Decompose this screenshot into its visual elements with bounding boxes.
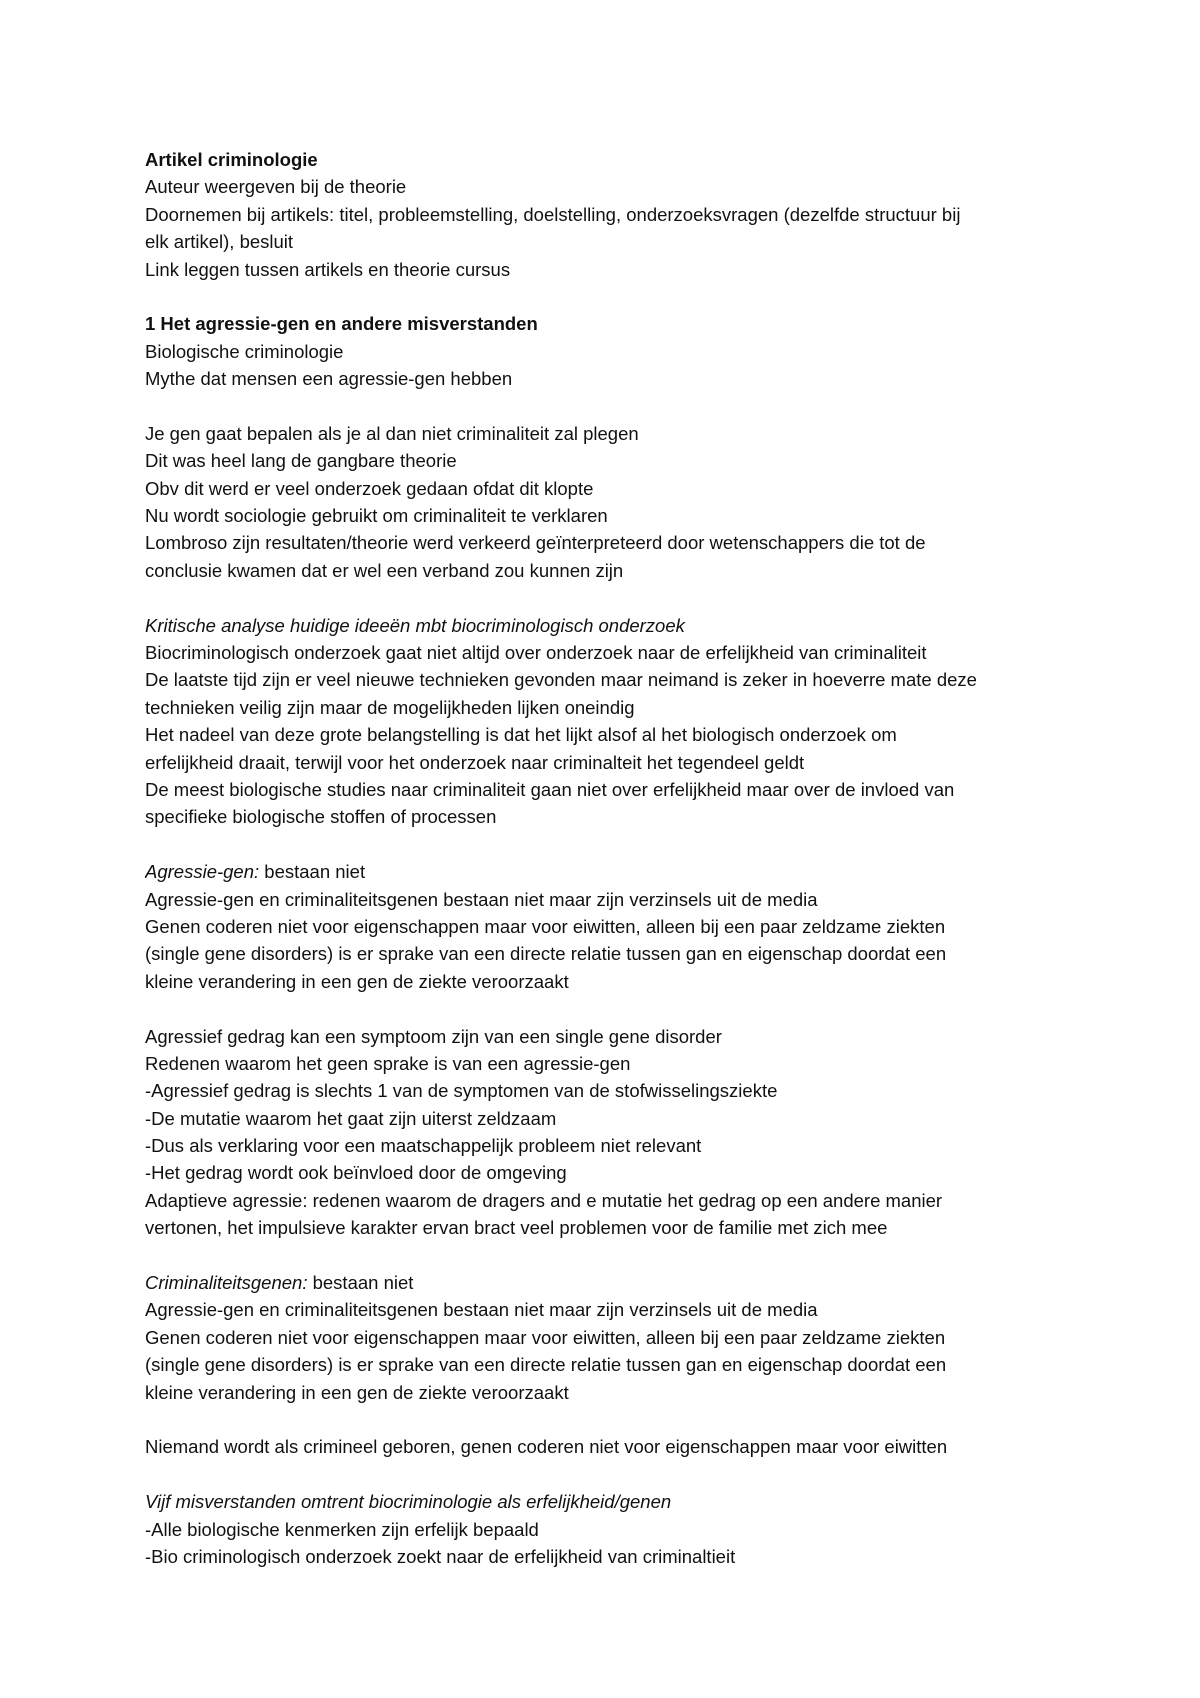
text-line: Redenen waarom het geen sprake is van een agressie-gen — [145, 1052, 631, 1074]
text-line: vertonen, het impulsieve karakter ervan bract veel problemen voor de familie met zich mee — [145, 1217, 888, 1239]
document-page — [145, 146, 1075, 1570]
list-item: -Dus als verklaring voor een maatschappelijk probleem niet relevant — [145, 1135, 702, 1157]
text-line: Het nadeel van deze grote belangstelling is dat het lijkt alsof al het biologisch onderzoek om — [145, 724, 897, 746]
text-line: kleine verandering in een gen de ziekte veroorzaakt — [145, 970, 569, 992]
blank-line — [145, 1461, 1075, 1488]
list-item: -Agressief gedrag is slechts 1 van de symptomen van de stofwisselingsziekte — [145, 1080, 778, 1102]
subsection-heading — [145, 858, 1075, 885]
text-line: elk artikel), besluit — [145, 231, 294, 253]
text-line: Lombroso zijn resultaten/theorie werd verkeerd geïnterpreteerd door wetenschappers die tot de — [145, 532, 926, 554]
text-line: De laatste tijd zijn er veel nieuwe technieken gevonden maar neimand is zeker in hoeverre mate deze — [145, 669, 977, 691]
blank-line — [145, 393, 1075, 420]
heading-term: Criminaliteitsgenen: — [145, 1272, 308, 1294]
text-line: kleine verandering in een gen de ziekte veroorzaakt — [145, 1381, 569, 1403]
list-item: -De mutatie waarom het gaat zijn uiterst zeldzaam — [145, 1107, 557, 1129]
blank-line — [145, 584, 1075, 611]
text-line: Mythe dat mensen een agressie-gen hebben — [145, 368, 513, 390]
text-line: Agressie-gen en criminaliteitsgenen bestaan niet maar zijn verzinsels uit de media — [145, 1299, 818, 1321]
text-line: Nu wordt sociologie gebruikt om criminaliteit te verklaren — [145, 505, 608, 527]
text-line: (single gene disorders) is er sprake van een directe relatie tussen gan en eigenschap doordat een — [145, 943, 947, 965]
blank-line — [145, 1406, 1075, 1433]
text-line: Adaptieve agressie: redenen waarom de dragers and e mutatie het gedrag op een andere manier — [145, 1189, 943, 1211]
list-item: -Het gedrag wordt ook beïnvloed door de omgeving — [145, 1162, 567, 1184]
text-line: Genen coderen niet voor eigenschappen maar voor eiwitten, alleen bij een paar zeldzame ziekten — [145, 1326, 946, 1348]
blank-line — [145, 831, 1075, 858]
text-line: Biocriminologisch onderzoek gaat niet altijd over onderzoek naar de erfelijkheid van criminaliteit — [145, 642, 927, 664]
subsection-heading: Vijf misverstanden omtrent biocriminologie als erfelijkheid/genen — [145, 1491, 672, 1513]
text-line: Obv dit werd er veel onderzoek gedaan ofdat dit klopte — [145, 477, 594, 499]
blank-line — [145, 1242, 1075, 1269]
heading-rest: bestaan niet — [307, 1272, 414, 1294]
heading-rest: bestaan niet — [259, 861, 366, 883]
text-line: erfelijkheid draait, terwijl voor het onderzoek naar criminalteit het tegendeel geldt — [145, 751, 805, 773]
text-line: De meest biologische studies naar criminaliteit gaan niet over erfelijkheid maar over de invloed van — [145, 778, 955, 800]
text-line: Agressief gedrag kan een symptoom zijn van een single gene disorder — [145, 1025, 722, 1047]
text-line: conclusie kwamen dat er wel een verband zou kunnen zijn — [145, 559, 624, 581]
text-line: Biologische criminologie — [145, 340, 344, 362]
text-line: Auteur weergeven bij de theorie — [145, 176, 407, 198]
text-line: Niemand wordt als crimineel geboren, genen coderen niet voor eigenschappen maar voor eiwitten — [145, 1436, 948, 1458]
blank-line — [145, 995, 1075, 1022]
list-item: -Alle biologische kenmerken zijn erfelijk bepaald — [145, 1518, 539, 1540]
text-line: Dit was heel lang de gangbare theorie — [145, 450, 457, 472]
text-line: (single gene disorders) is er sprake van een directe relatie tussen gan en eigenschap doordat een — [145, 1354, 947, 1376]
section-heading: 1 Het agressie-gen en andere misverstanden — [145, 313, 538, 335]
list-item: -Bio criminologisch onderzoek zoekt naar de erfelijkheid van criminaltieit — [145, 1545, 736, 1567]
subsection-heading — [145, 1269, 1075, 1296]
heading-term: Agressie-gen: — [145, 861, 260, 883]
subsection-heading: Kritische analyse huidige ideeën mbt biocriminologisch onderzoek — [145, 614, 685, 636]
text-line: Link leggen tussen artikels en theorie cursus — [145, 258, 511, 280]
text-line: Genen coderen niet voor eigenschappen maar voor eiwitten, alleen bij een paar zeldzame ziekten — [145, 915, 946, 937]
blank-line — [145, 283, 1075, 310]
text-line: technieken veilig zijn maar de mogelijkheden lijken oneindig — [145, 696, 635, 718]
text-line: Agressie-gen en criminaliteitsgenen bestaan niet maar zijn verzinsels uit de media — [145, 888, 818, 910]
text-line: Doornemen bij artikels: titel, probleemstelling, doelstelling, onderzoeksvragen (dezelfde structuur bij — [145, 203, 961, 225]
text-line: Je gen gaat bepalen als je al dan niet criminaliteit zal plegen — [145, 422, 639, 444]
text-line: specifieke biologische stoffen of processen — [145, 806, 497, 828]
document-title: Artikel criminologie — [145, 149, 318, 170]
